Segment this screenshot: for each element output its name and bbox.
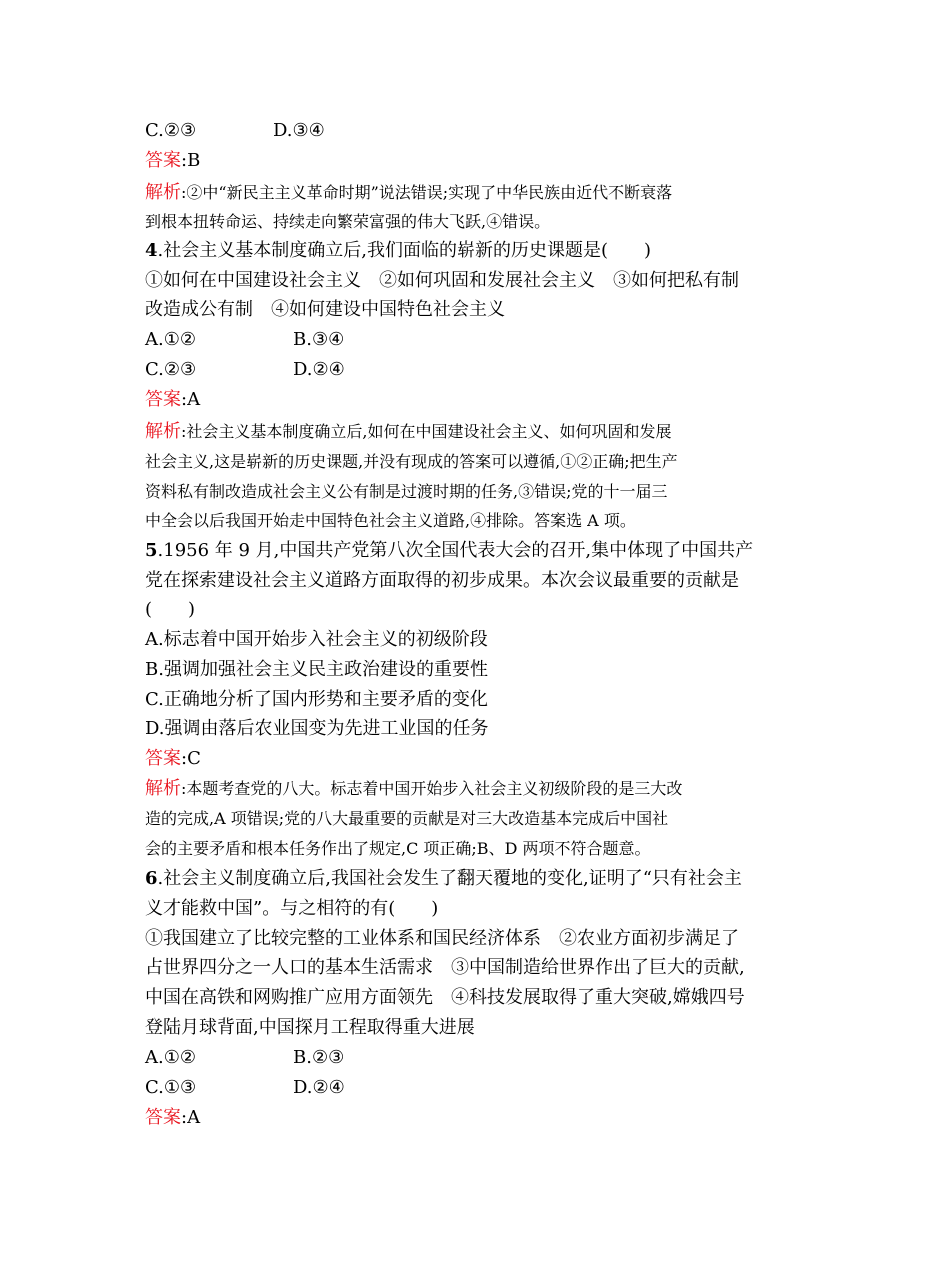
q6-statements-line-4: 登陆月球背面,中国探月工程取得重大进展 (145, 1017, 475, 1038)
q6-statements-line-2: 占世界四分之一人口的基本生活需求 ③中国制造给世界作出了巨大的贡献, (145, 957, 745, 978)
q6-statements-line-3: 中国在高铁和网购推广应用方面领先 ④科技发展取得了重大突破,嫦娥四号 (145, 987, 745, 1008)
q3-options-row (145, 120, 325, 142)
q5-number: 5 (145, 540, 158, 561)
q3-explanation-text: :②中“新民主主义革命时期”说法错误;实现了中华民族由近代不断衰落 (181, 183, 673, 202)
q5-option-c: C.正确地分析了国内形势和主要矛盾的变化 (145, 689, 488, 710)
q6-answer-value: :A (181, 1107, 201, 1128)
q5-explanation-line-3: 会的主要矛盾和根本任务作出了规定,C 项正确;B、D 两项不符合题意。 (145, 839, 651, 858)
q5-explanation-text: :本题考查党的八大。标志着中国开始步入社会主义初级阶段的是三大改 (181, 779, 683, 798)
q5-explanation-line-1 (145, 778, 682, 800)
q4-option-a: A.①② (145, 329, 196, 350)
q4-explanation-line-1 (145, 421, 671, 443)
q4-explanation-text: :社会主义基本制度确立后,如何在中国建设社会主义、如何巩固和发展 (181, 422, 672, 441)
q5-option-a: A.标志着中国开始步入社会主义的初级阶段 (145, 629, 488, 650)
q3-answer-value: :B (181, 150, 201, 171)
q3-option-c: C.②③ (145, 120, 197, 141)
explanation-label: 解析 (145, 182, 181, 203)
q4-statements-line-2: 改造成公有制 ④如何建设中国特色社会主义 (145, 299, 505, 320)
explanation-label: 解析 (145, 778, 181, 799)
q6-options-row-1 (145, 1047, 345, 1069)
q6-stem-line-2: 义才能救中国”。与之相符的有( ) (145, 898, 439, 919)
q6-number: 6 (145, 868, 158, 889)
answer-label: 答案 (145, 150, 181, 171)
q5-stem-line-2: 党在探索建设社会主义道路方面取得的初步成果。本次会议最重要的贡献是 (145, 570, 739, 591)
q5-explanation-line-2: 造的完成,A 项错误;党的八大最重要的贡献是对三大改造基本完成后中国社 (145, 809, 669, 828)
q4-option-c: C.②③ (145, 359, 197, 380)
q4-explanation-line-2: 社会主义,这是崭新的历史课题,并没有现成的答案可以遵循,①②正确;把生产 (145, 452, 678, 471)
q5-stem-text: .1956 年 9 月,中国共产党第八次全国代表大会的召开,集中体现了中国共产 (157, 540, 754, 561)
q4-stem (145, 240, 651, 262)
q4-option-b: B.③④ (293, 329, 345, 350)
q4-statements-line-1: ①如何在中国建设社会主义 ②如何巩固和发展社会主义 ③如何把私有制 (145, 270, 739, 291)
answer-label: 答案 (145, 748, 181, 769)
q3-option-d: D.③④ (273, 120, 325, 141)
q4-options-row-1 (145, 329, 345, 351)
q4-answer (145, 389, 200, 411)
q6-option-d: D.②④ (293, 1077, 345, 1098)
q4-explanation-line-3: 资料私有制改造成社会主义公有制是过渡时期的任务,③错误;党的十一届三 (145, 482, 668, 501)
q4-options-row-2 (145, 359, 345, 381)
q4-number: 4 (145, 240, 158, 261)
answer-label: 答案 (145, 389, 181, 410)
q5-option-d: D.强调由落后农业国变为先进工业国的任务 (145, 718, 489, 739)
q5-answer-value: :C (181, 748, 201, 769)
q6-options-row-2 (145, 1077, 345, 1099)
q6-answer (145, 1107, 200, 1129)
answer-label: 答案 (145, 1107, 181, 1128)
q3-explanation-line-1 (145, 182, 672, 204)
q5-stem-line-3: ( ) (145, 599, 196, 620)
q3-explanation-line-2: 到根本扭转命运、持续走向繁荣富强的伟大飞跃,④错误。 (145, 212, 551, 231)
q3-answer (145, 150, 200, 172)
q4-option-d: D.②④ (293, 359, 345, 380)
q4-answer-value: :A (181, 389, 201, 410)
q6-statements-line-1: ①我国建立了比较完整的工业体系和国民经济体系 ②农业方面初步满足了 (145, 928, 739, 949)
explanation-label: 解析 (145, 421, 181, 442)
q6-option-b: B.②③ (293, 1047, 345, 1068)
q5-stem-line-1 (145, 540, 753, 562)
q5-option-b: B.强调加强社会主义民主政治建设的重要性 (145, 659, 488, 680)
q6-stem-line-1 (145, 868, 742, 890)
q6-stem-text: .社会主义制度确立后,我国社会发生了翻天覆地的变化,证明了“只有社会主 (157, 868, 742, 889)
q4-explanation-line-4: 中全会以后我国开始走中国特色社会主义道路,④排除。答案选 A 项。 (145, 511, 636, 530)
q5-answer (145, 748, 201, 770)
q6-option-c: C.①③ (145, 1077, 197, 1098)
q6-option-a: A.①② (145, 1047, 196, 1068)
q4-stem-text: .社会主义基本制度确立后,我们面临的崭新的历史课题是( ) (157, 240, 652, 261)
